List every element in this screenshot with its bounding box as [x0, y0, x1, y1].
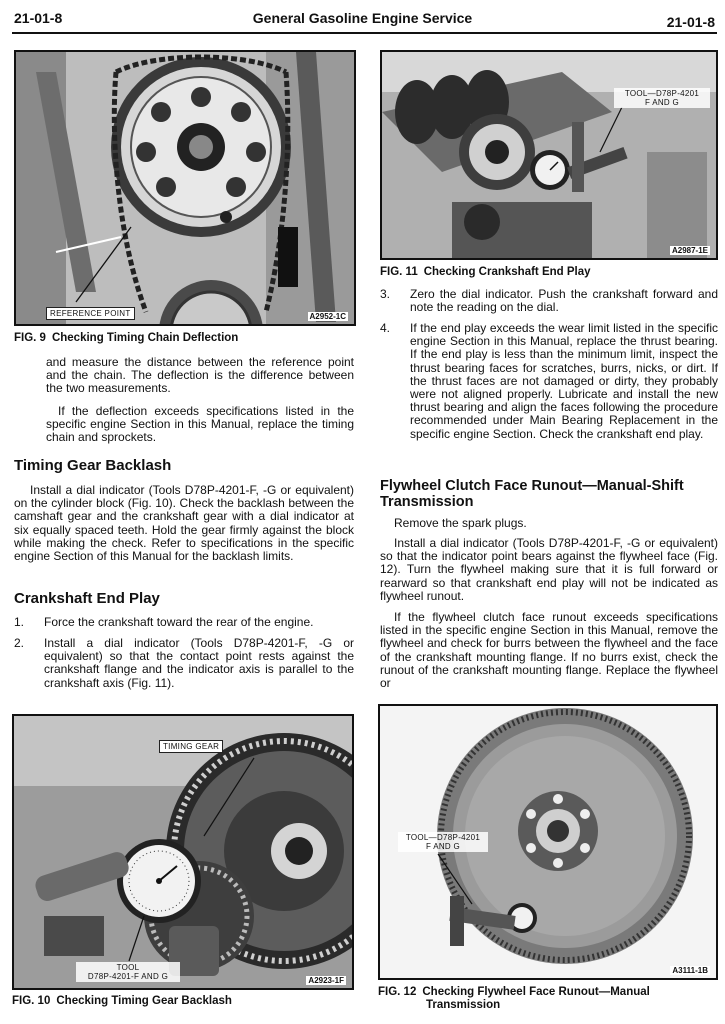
paragraph-backlash: Install a dial indicator (Tools D78P-4201-F, -G or equivalent) on the cylinder block (Fig. 10). Check the backlash between the camshaft gear and the crankshaft gear with a dial indicator at six equally spaced teeth. Hold the gear firmly against the block while making the check. Refer to specifications in the specific engine Section of this Manual for the backlash limits. — [14, 483, 354, 564]
fig10-callout-tool — [76, 962, 180, 982]
fig11-callout-tool-line2: F AND G — [644, 98, 680, 107]
step-4 — [380, 322, 718, 472]
step-4-text: If the end play exceeds the wear limit listed in the specific engine Section in this Manual, replace the thrust bearing. If the end play is less than the minimum limit, inspect the thrust bearing faces for scratches, burrs, nicks, or dirt. If the thrust faces are not damaged or dirty, they probably were not aligned properly. Lubricate and install the new thrust bearing and align the faces following the procedure recommended under Main Bearing Replacement in the specific engine Section. Check the crankshaft end play. — [410, 321, 718, 441]
fig11-callout-tool-line1: TOOL—D78P-4201 — [624, 89, 700, 98]
fig12-caption-line2: Transmission — [426, 999, 501, 1011]
fig10-callout-tool-line1: TOOL — [116, 963, 140, 972]
fig10-caption-text: Checking Timing Gear Backlash — [56, 995, 232, 1007]
fig12-caption-line1: Checking Flywheel Face Runout—Manual — [422, 986, 650, 998]
step-3-text: Zero the dial indicator. Push the crankshaft forward and note the reading on the dial. — [410, 287, 718, 315]
page-title: General Gasoline Engine Service — [252, 10, 473, 26]
fig9-number: FIG. 9 — [14, 332, 46, 344]
fig10-number: FIG. 10 — [12, 995, 51, 1007]
heading-crankshaft-end-play: Crankshaft End Play — [14, 590, 160, 607]
step-1-text: Force the crankshaft toward the rear of the engine. — [44, 615, 314, 629]
fig9-photo-code: A2952-1C — [309, 312, 346, 321]
paragraph-runout-exceeds: If the flywheel clutch face runout exceeds specifications listed in the specific engine Section in this Manual, remove the flywheel and check for burrs between the flywheel and the face of the crankshaft mounting flange. If no burrs exist, check the runout of the crankshaft mounting flange. Replace the flywheel or — [380, 610, 718, 691]
heading-flywheel-runout-line2: Transmission — [380, 494, 474, 510]
page-header — [0, 0, 725, 34]
fig11-caption-text: Checking Crankshaft End Play — [423, 266, 591, 278]
heading-flywheel-runout-line1: Flywheel Clutch Face Runout—Manual-Shift — [380, 478, 684, 494]
fig10-caption — [12, 995, 352, 1008]
fig10-photo — [12, 714, 354, 990]
step-1-number: 1. — [14, 615, 25, 629]
paragraph-deflection-1: and measure the distance between the reference point and the chain. The deflection is the difference between the two measurements. — [46, 355, 354, 396]
step-2 — [14, 637, 354, 697]
step-3 — [380, 288, 718, 318]
fig9-callout-reference-point: REFERENCE POINT — [46, 307, 135, 320]
heading-flywheel-runout — [380, 478, 718, 510]
fig12-photo-code: A3111-1B — [672, 966, 708, 975]
paragraph-deflection-2: If the deflection exceeds specifications listed in the specific engine Section in this Manual, replace the timing chain and sprockets. — [46, 404, 354, 445]
step-1 — [14, 616, 354, 631]
crankshaft-end-play-illustration — [382, 52, 716, 258]
fig9-caption — [14, 332, 354, 345]
step-3-number: 3. — [380, 287, 391, 301]
fig11-photo — [380, 50, 718, 260]
fig12-caption — [378, 986, 718, 1012]
fig12-number: FIG. 12 — [378, 986, 417, 998]
fig10-callout-tool-line2: D78P-4201-F AND G — [87, 972, 169, 981]
section-number-left: 21-01-8 — [14, 10, 63, 26]
fig12-callout-tool-line1: TOOL—D78P-4201 — [405, 833, 481, 842]
fig12-callout-tool-line2: F AND G — [425, 842, 461, 851]
fig10-photo-code: A2923-1F — [308, 976, 344, 985]
fig11-number: FIG. 11 — [380, 266, 418, 278]
timing-chain-illustration — [16, 52, 354, 324]
fig12-callout-tool — [398, 832, 488, 852]
fig11-callout-tool — [614, 88, 710, 108]
step-4-number: 4. — [380, 321, 391, 335]
fig10-callout-timing-gear: TIMING GEAR — [159, 740, 223, 753]
fig11-caption — [380, 266, 716, 279]
section-number-right: 21-01-8 — [666, 14, 715, 30]
fig9-caption-text: Checking Timing Chain Deflection — [51, 332, 239, 344]
heading-timing-gear-backlash: Timing Gear Backlash — [14, 457, 172, 474]
paragraph-remove-spark-plugs: Remove the spark plugs. — [394, 516, 527, 530]
fig11-photo-code: A2987-1E — [671, 246, 708, 255]
header-rule — [12, 32, 717, 34]
fig9-photo — [14, 50, 356, 326]
fig12-photo — [378, 704, 718, 980]
paragraph-install-indicator: Install a dial indicator (Tools D78P-4201-F, -G or equivalent) so that the indicator point bears against the flywheel face (Fig. 12). Turn the flywheel making sure that it is full forward or rearward so that crankshaft end play will not be indicated as flywheel runout. — [380, 536, 718, 603]
timing-gear-illustration — [14, 716, 352, 988]
step-2-text: Install a dial indicator (Tools D78P-4201-F, -G or equivalent) so that the contact point rests against the crankshaft flange and the indicator axis is parallel to the crankshaft axis (Fig. 11). — [44, 636, 354, 690]
step-2-number: 2. — [14, 636, 25, 650]
